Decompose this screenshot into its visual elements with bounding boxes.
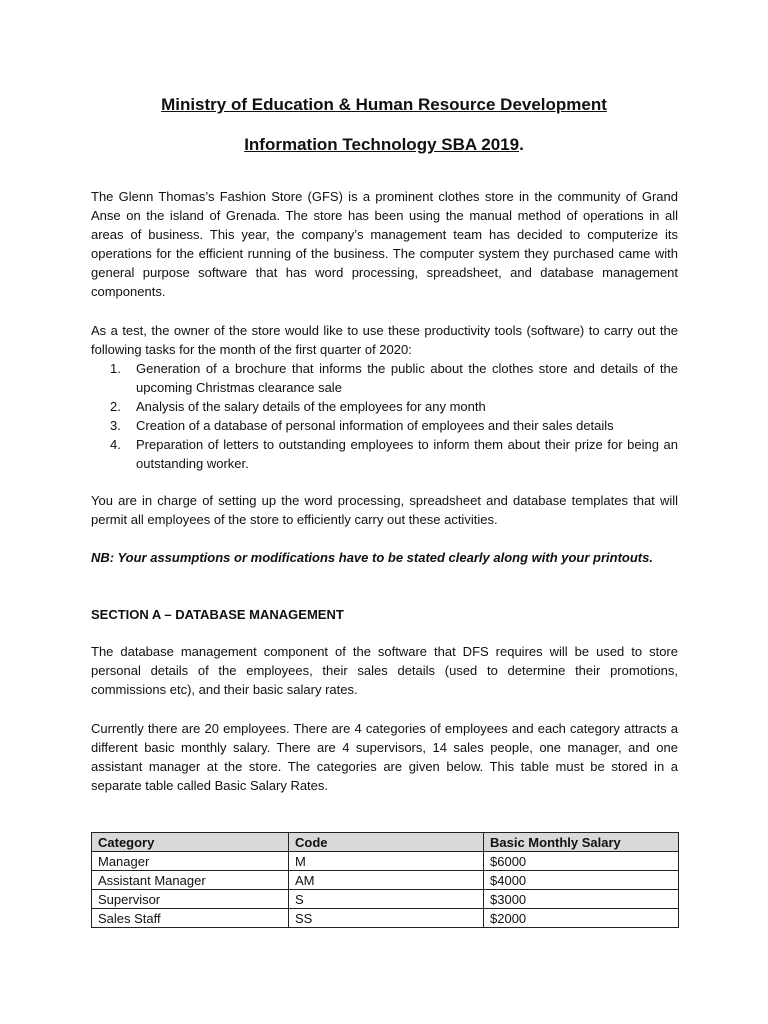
salary-rates-table [91, 832, 679, 928]
table-cell: Sales Staff [92, 909, 289, 928]
table-cell: $4000 [484, 871, 679, 890]
section-paragraph-1: The database management component of the software that DFS requires will be used to store personal details of the employees, their sales details (used to determine their promotions, commissions etc), and their basic salary rates. [91, 644, 678, 697]
list-item [110, 359, 678, 397]
column-header-salary: Basic Monthly Salary [484, 833, 679, 852]
list-item [110, 435, 678, 473]
section-paragraph-2: Currently there are 20 employees. There are 4 categories of employees and each category attracts a different basic monthly salary. There are 4 supervisors, 14 sales people, one manager, and one assistant manager at the store. The categories are given below. This table must be stored in a separate table called Basic Salary Rates. [91, 721, 678, 793]
column-header-category: Category [92, 833, 289, 852]
document-title: Ministry of Education & Human Resource Development [161, 95, 607, 114]
list-item-number: 3. [110, 418, 121, 433]
table-cell: Assistant Manager [92, 871, 289, 890]
list-item [110, 416, 678, 435]
list-item-number: 1. [110, 361, 121, 376]
table-cell: M [289, 852, 484, 871]
table-cell: Manager [92, 852, 289, 871]
column-header-code: Code [289, 833, 484, 852]
list-item-number: 4. [110, 437, 121, 452]
list-item-number: 2. [110, 399, 121, 414]
note-text: NB: Your assumptions or modifications have to be stated clearly along with your printouts. [91, 550, 653, 565]
intro-paragraph-3: You are in charge of setting up the word processing, spreadsheet and database templates that will permit all employees of the store to efficiently carry out these activities. [91, 493, 678, 527]
table-row [92, 909, 679, 928]
list-item-text: Analysis of the salary details of the employees for any month [136, 399, 486, 414]
subtitle-suffix: . [519, 135, 524, 154]
table-header-row [92, 833, 679, 852]
task-list [110, 359, 678, 473]
list-item [110, 397, 678, 416]
table-cell: $6000 [484, 852, 679, 871]
table-row [92, 852, 679, 871]
table-cell: $2000 [484, 909, 679, 928]
table-cell: Supervisor [92, 890, 289, 909]
section-heading: SECTION A – DATABASE MANAGEMENT [91, 607, 344, 622]
subtitle-text: Information Technology SBA 2019 [244, 135, 520, 154]
table-cell: SS [289, 909, 484, 928]
table-cell: $3000 [484, 890, 679, 909]
table-row [92, 890, 679, 909]
intro-paragraph-1: The Glenn Thomas’s Fashion Store (GFS) is a prominent clothes store in the community of Grand Anse on the island of Grenada. The store has been using the manual method of operations in all areas of business. This year, the company’s management team has decided to computerize its operations for the efficient running of the business. The computer system they purchased came with general purpose software that has word processing, spreadsheet, and database management components. [91, 189, 678, 299]
list-item-text: Preparation of letters to outstanding employees to inform them about their prize for being an outstanding worker. [136, 437, 678, 471]
table-cell: AM [289, 871, 484, 890]
list-item-text: Generation of a brochure that informs the public about the clothes store and details of the upcoming Christmas clearance sale [136, 361, 678, 395]
table-cell: S [289, 890, 484, 909]
intro-paragraph-2: As a test, the owner of the store would like to use these productivity tools (software) to carry out the following tasks for the month of the first quarter of 2020: [91, 323, 678, 357]
list-item-text: Creation of a database of personal information of employees and their sales details [136, 418, 614, 433]
table-row [92, 871, 679, 890]
document-subtitle [0, 135, 768, 155]
